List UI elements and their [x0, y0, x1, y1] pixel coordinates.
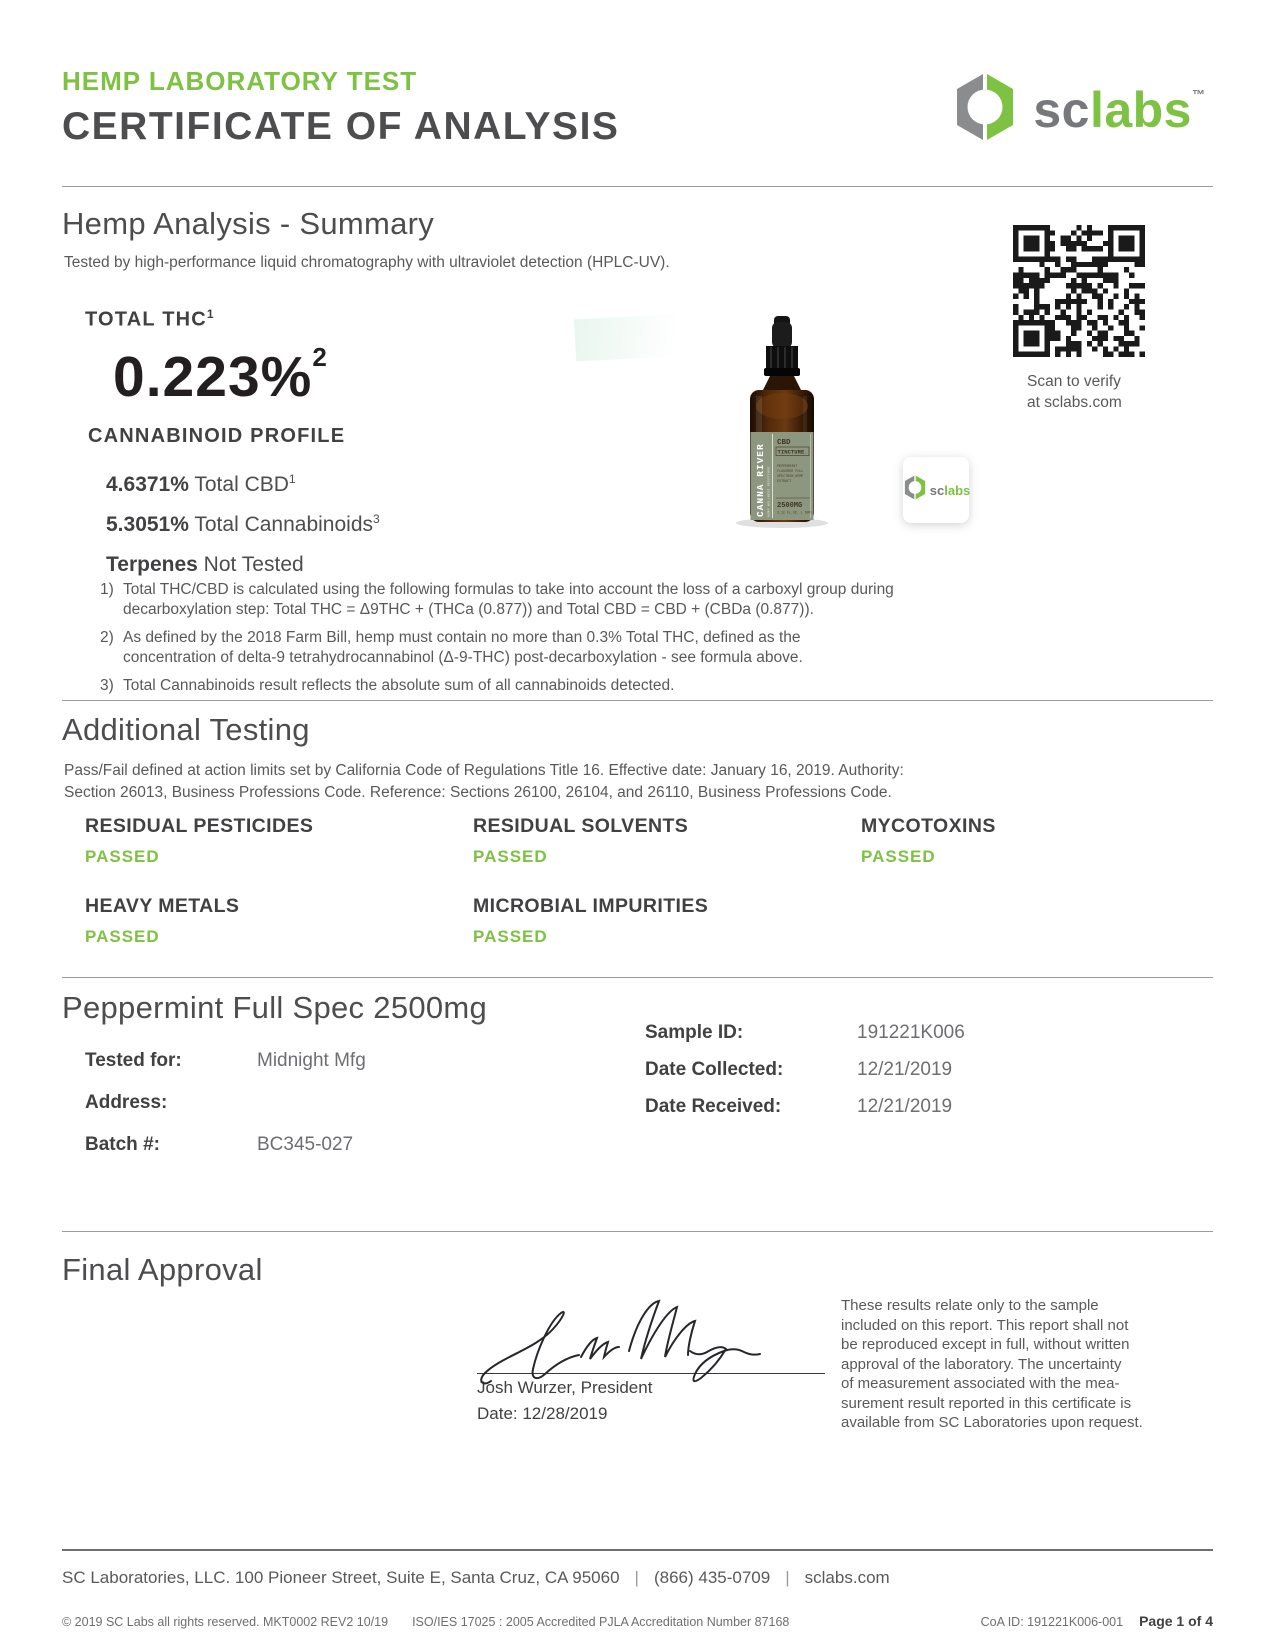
divider-4 — [62, 1231, 1213, 1232]
footnote: 1) Total THC/CBD is calculated using the following formulas to take into account the loss of a carboxyl group during decarboxylation step: Total THC = Δ9THC + (THCa (0.877)) and Total CBD = CBD + (CBDa (0.877)). — [100, 581, 894, 619]
bottle-brand-text: CANNA RIVER — [755, 443, 766, 517]
profile-row: Terpenes Not Tested — [106, 553, 304, 576]
document-header — [62, 66, 1213, 149]
cannabinoid-profile-rows — [88, 462, 380, 582]
lab-address: SC Laboratories, LLC. 100 Pioneer Street, Suite E, Santa Cruz, CA 95060 — [62, 1568, 620, 1587]
signer-name: Josh Wurzer, President — [477, 1378, 653, 1397]
header-titles — [62, 66, 619, 149]
sample-right-fields — [645, 1022, 965, 1133]
svg-text:HEMP WELLNESS REDEFINED: HEMP WELLNESS REDEFINED — [767, 466, 771, 517]
sclabs-logo — [949, 70, 1205, 149]
sclabs-badge-wordmark: sclabs — [929, 482, 971, 498]
test-residual-solvents: RESIDUAL SOLVENTS PASSED — [473, 815, 861, 867]
bottle-label-tincture: TINCTURE — [777, 448, 805, 456]
test-heavy-metals: HEAVY METALS PASSED — [85, 895, 473, 947]
additional-testing-heading: Additional Testing — [62, 712, 310, 747]
sample-left-fields — [85, 1050, 366, 1176]
status-badge: PASSED — [861, 847, 936, 866]
product-photo — [726, 314, 838, 534]
field-date-received: Date Received: 12/21/2019 — [645, 1096, 953, 1117]
approval-date: Date: 12/28/2019 — [477, 1404, 608, 1423]
divider-2 — [62, 700, 1213, 701]
page-number: Page 1 of 4 — [1139, 1613, 1213, 1629]
footer-legal — [62, 1613, 1213, 1629]
field-address: Address: — [85, 1092, 168, 1113]
field-sample-id: Sample ID: 191221K006 — [645, 1022, 965, 1043]
svg-text:PEPPERMINT: PEPPERMINT — [777, 465, 798, 469]
bottle-label-amount: 2500MG — [777, 502, 803, 510]
field-tested-for: Tested for: Midnight Mfg — [85, 1050, 366, 1071]
sclabs-wordmark: sclabs™ — [1033, 81, 1205, 138]
test-residual-pesticides: RESIDUAL PESTICIDES PASSED — [85, 815, 473, 867]
summary-subheading: Tested by high-performance liquid chromatography with ultraviolet detection (HPLC-UV). — [64, 254, 670, 271]
svg-text:2.12 FL.OZ. | 60ML: 2.12 FL.OZ. | 60ML — [777, 510, 813, 515]
summary-footnotes — [100, 580, 895, 703]
final-approval-heading: Final Approval — [62, 1252, 263, 1287]
lab-website: sclabs.com — [804, 1568, 890, 1587]
footer-divider — [62, 1549, 1213, 1551]
cannabinoid-profile — [88, 425, 380, 582]
sclabs-hexagon-icon — [949, 70, 1021, 149]
page-title: CERTIFICATE OF ANALYSIS — [62, 105, 620, 148]
photo-background-streak — [574, 312, 711, 361]
svg-text:EXTRACT: EXTRACT — [777, 480, 792, 484]
lab-phone: (866) 435-0709 — [653, 1568, 771, 1587]
header-kicker: HEMP LABORATORY TEST — [62, 66, 418, 96]
summary-heading: Hemp Analysis - Summary — [62, 206, 435, 241]
field-date-collected: Date Collected: 12/21/2019 — [645, 1059, 953, 1080]
bottle-label-cbd: CBD — [777, 439, 791, 447]
profile-row: 5.3051% Total Cannabinoids$^3$ — [106, 512, 380, 536]
field-batch: Batch #: BC345-027 — [85, 1134, 354, 1155]
signature-block — [477, 1290, 825, 1424]
cannabinoid-profile-heading: CANNABINOID PROFILE — [88, 425, 346, 447]
profile-row: 4.6371% Total CBD$^1$ — [106, 472, 296, 496]
status-badge: PASSED — [85, 847, 160, 866]
footer-contact: SC Laboratories, LLC. 100 Pioneer Street, Suite E, Santa Cruz, CA 95060 | (866) 435-0709 | sclabs.com — [62, 1568, 890, 1587]
test-microbial-impurities: MICROBIAL IMPURITIES PASSED — [473, 895, 861, 947]
total-thc-label: TOTAL THC$^1$ — [85, 307, 215, 331]
disclaimer: These results relate only to the sample included on this report. This report shall not be reproduced except in full, without written approval of the laboratory. The uncertainty of measurement associated with the mea- surement result reported in this certificate is available from SC Laboratories upon request. — [841, 1297, 1143, 1431]
additional-testing-intro: Pass/Fail defined at action limits set by California Code of Regulations Title 16. Effective date: January 16, 2019. Authority: Section 26013, Business Professions Code. Reference: Sections 26100, 26104, and 26110, Business Professions Code. — [64, 762, 904, 802]
footnote: 3) Total Cannabinoids result reflects the absolute sum of all cannabinoids detected. — [100, 676, 675, 694]
divider-3 — [62, 977, 1213, 978]
legal-text: © 2019 SC Labs all rights reserved. MKT0002 REV2 10/19 ISO/IES 17025 : 2005 Accredited PJLA Accreditation Number 87168 — [62, 1615, 790, 1629]
qr-code — [1013, 225, 1153, 362]
sample-product-name: Peppermint Full Spec 2500mg — [62, 990, 488, 1025]
signature — [477, 1290, 825, 1374]
qr-block — [1013, 225, 1153, 414]
total-thc-value: 0.223%$^2$ — [113, 341, 328, 409]
sclabs-badge-hexagon-icon — [902, 474, 928, 506]
status-badge: PASSED — [85, 927, 160, 946]
svg-text:SPECTRUM HEMP: SPECTRUM HEMP — [777, 475, 804, 479]
test-mycotoxins: MYCOTOXINS PASSED — [861, 815, 1190, 867]
status-badge: PASSED — [473, 927, 548, 946]
total-thc-block — [85, 307, 328, 410]
coa-id: CoA ID: 191221K006-001 — [980, 1615, 1124, 1629]
divider-1 — [62, 186, 1213, 187]
tests-grid — [85, 815, 1190, 947]
svg-text:FLAVORED FULL: FLAVORED FULL — [777, 470, 804, 474]
qr-caption: Scan to verify at sclabs.com — [1027, 373, 1122, 411]
status-badge: PASSED — [473, 847, 548, 866]
footnote: 2) As defined by the 2018 Farm Bill, hemp must contain no more than 0.3% Total THC, defined as the concentration of delta-9 tetrahydrocannabinol (Δ-9-THC) post-decarboxylation - see formula above. — [100, 628, 803, 667]
sclabs-badge — [903, 457, 969, 523]
